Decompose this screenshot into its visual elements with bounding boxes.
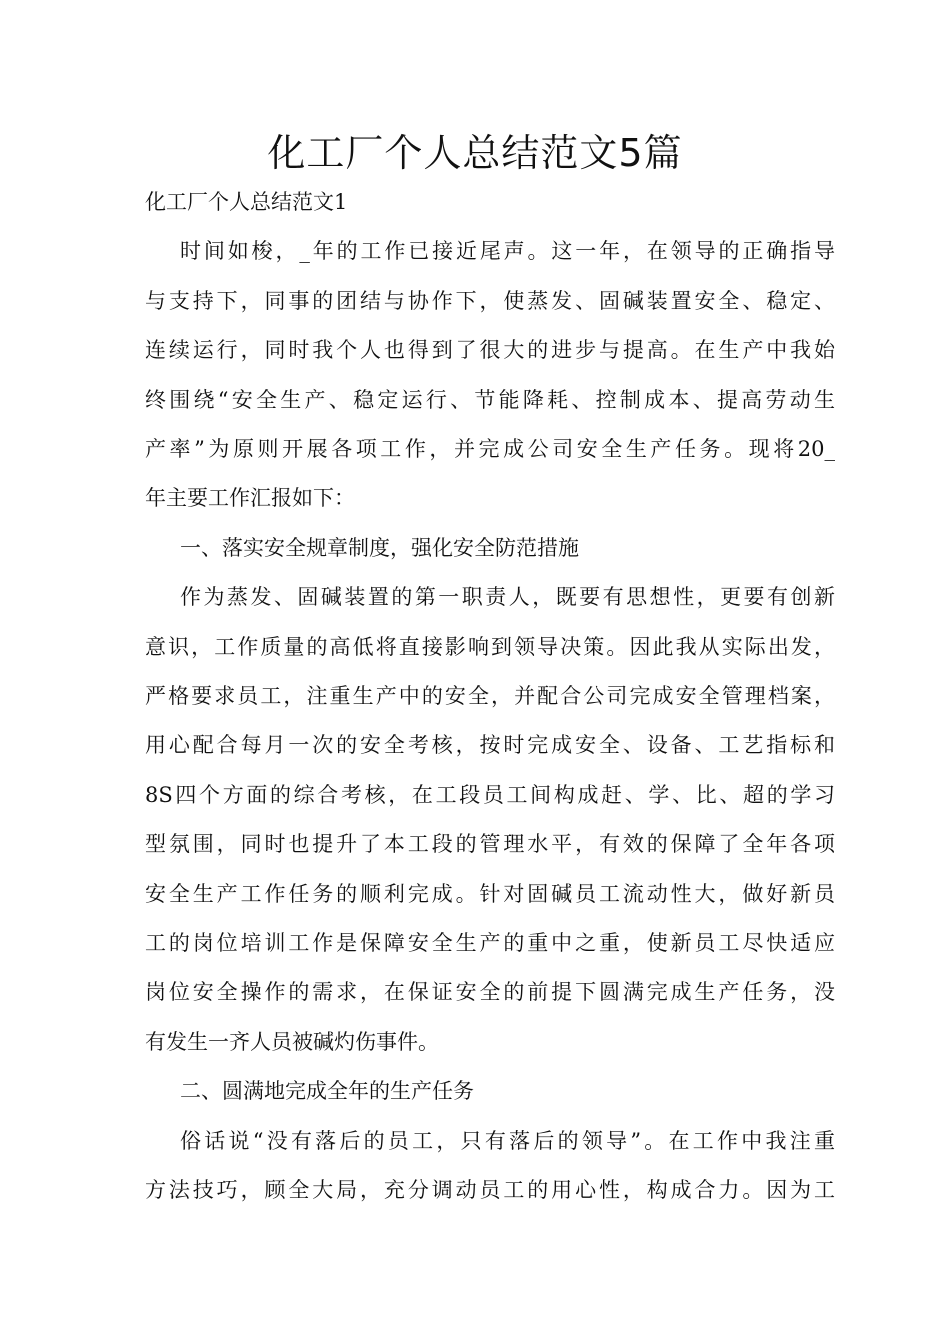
paragraph-line: 型氛围，同时也提升了本工段的管理水平，有效的保障了全年各项 [145, 832, 835, 857]
paragraph-line: 与支持下，同事的团结与协作下，使蒸发、固碱装置安全、稳定、 [145, 288, 835, 313]
paragraph-line: 工的岗位培训工作是保障安全生产的重中之重，使新员工尽快适应 [145, 931, 835, 955]
paragraph-line: 二、圆满地完成全年的生产任务 [180, 1079, 474, 1104]
paragraph-line: 连续运行，同时我个人也得到了很大的进步与提高。在生产中我始 [145, 338, 835, 363]
paragraph-line: 产率”为原则开展各项工作，并完成公司安全生产任务。现将20_ [145, 437, 835, 461]
paragraph-line: 严格要求员工，注重生产中的安全，并配合公司完成安全管理档案， [145, 684, 835, 708]
paragraph-line: 作为蒸发、固碱装置的第一职责人，既要有思想性，更要有创新 [180, 585, 835, 610]
paragraph-line: 时间如梭，_年的工作已接近尾声。这一年，在领导的正确指导 [180, 239, 835, 264]
paragraph-line: 有发生一齐人员被碱灼伤事件。 [145, 1029, 439, 1054]
paragraph-line: 8S四个方面的综合考核，在工段员工间构成赶、学、比、超的学习 [145, 782, 835, 807]
paragraph-line: 化工厂个人总结范文1 [145, 190, 348, 214]
paragraph-line: 意识，工作质量的高低将直接影响到领导决策。因此我从实际出发， [145, 634, 835, 659]
paragraph-line: 用心配合每月一次的安全考核，按时完成安全、设备、工艺指标和 [145, 733, 835, 758]
paragraph-line: 年主要工作汇报如下： [145, 486, 355, 511]
paragraph-line: 安全生产工作任务的顺利完成。针对固碱员工流动性大，做好新员 [145, 881, 835, 906]
paragraph-line: 方法技巧，顾全大局，充分调动员工的用心性，构成合力。因为工 [145, 1178, 835, 1202]
document-title: 化工厂个人总结范文5篇 [267, 131, 683, 175]
paragraph-line: 一、落实安全规章制度，强化安全防范措施 [180, 535, 579, 560]
paragraph-line: 终围绕“安全生产、稳定运行、节能降耗、控制成本、提高劳动生 [145, 387, 835, 412]
paragraph-line: 岗位安全操作的需求，在保证安全的前提下圆满完成生产任务，没 [145, 980, 835, 1005]
paragraph-line: 俗话说“没有落后的员工，只有落后的领导”。在工作中我注重 [180, 1128, 835, 1153]
